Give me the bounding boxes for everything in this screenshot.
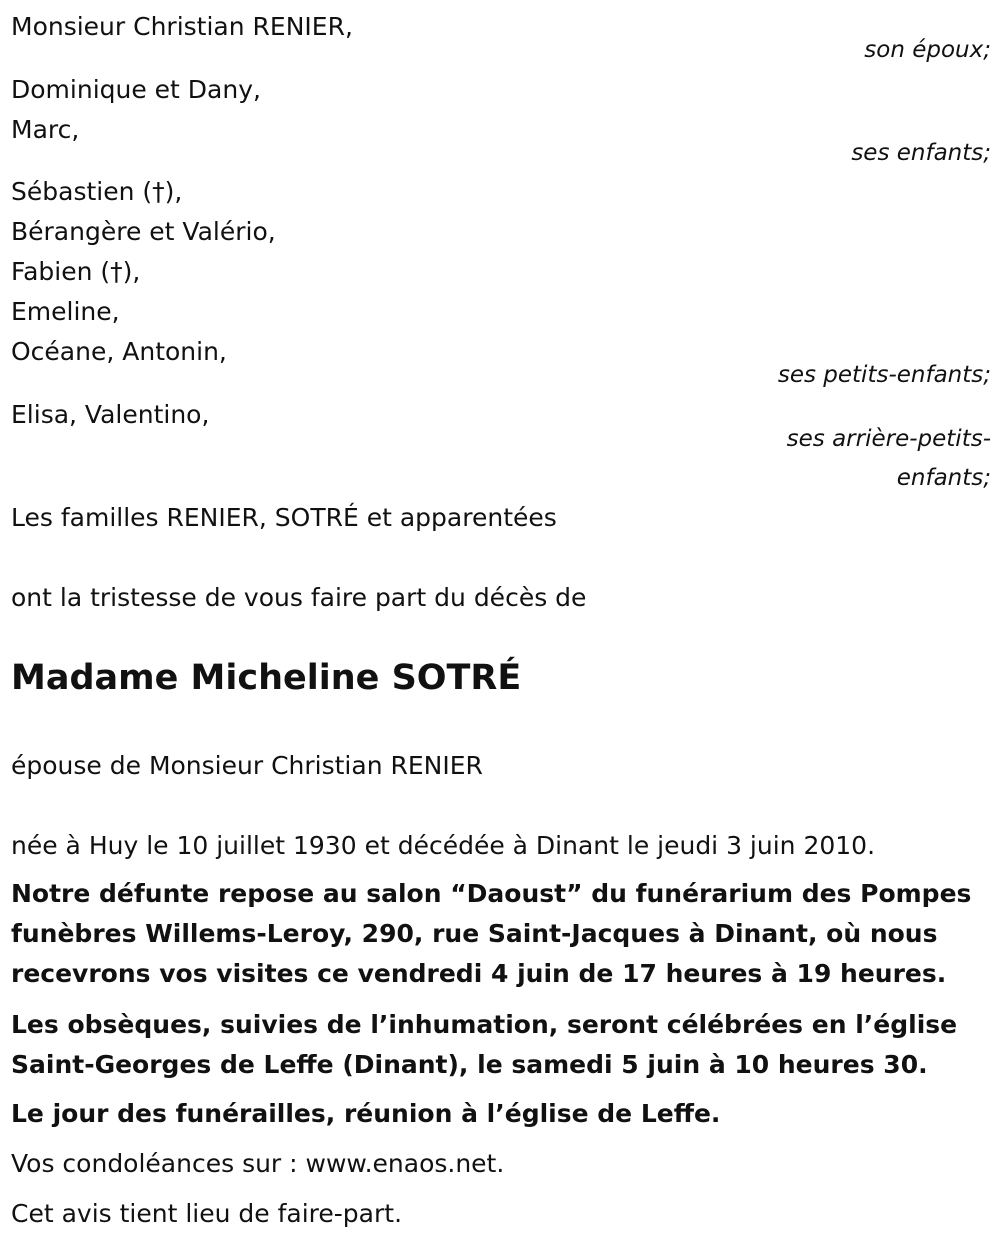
dates-line: née à Huy le 10 juillet 1930 et décédée à Dinant le jeudi 3 juin 2010.	[11, 831, 876, 860]
obseques-paragraph: Les obsèques, suivies de l’inhumation, seront célébrées en l’église Saint-Georges de Leffe (Dinant), le samedi 5 juin à 10 heures 30.	[11, 1010, 958, 1079]
grandchild-name-5: Océane, Antonin,	[11, 337, 227, 366]
closing-line: Cet avis tient lieu de faire-part.	[11, 1199, 403, 1228]
announcement-line: ont la tristesse de vous faire part du décès de	[11, 583, 587, 612]
child-name-2: Marc,	[11, 115, 80, 144]
grandchild-name-4: Emeline,	[11, 297, 120, 326]
great-grandchildren-relation-line1: ses arrière-petits-	[786, 426, 991, 452]
deceased-name: Madame Micheline SOTRÉ	[11, 658, 522, 698]
repose-paragraph: Notre défunte repose au salon “Daoust” du funérarium des Pompes funèbres Willems-Leroy, 290, rue Saint-Jacques à Dinant, où nous recevrons vos visites ce vendredi 4 juin de 17 heures à 19 heures.	[11, 879, 972, 988]
spouse-of-line: épouse de Monsieur Christian RENIER	[11, 751, 483, 780]
children-relation: ses enfants;	[851, 140, 991, 166]
child-name-1: Dominique et Dany,	[11, 75, 261, 104]
condolences-line: Vos condoléances sur : www.enaos.net.	[11, 1149, 505, 1178]
great-grandchild-names: Elisa, Valentino,	[11, 400, 210, 429]
reunion-paragraph: Le jour des funérailles, réunion à l’église de Leffe.	[11, 1099, 721, 1128]
grandchild-name-1: Sébastien (†),	[11, 177, 183, 206]
grandchild-name-2: Bérangère et Valério,	[11, 217, 276, 246]
obituary-notice	[11, 0, 991, 1248]
spouse-name: Monsieur Christian RENIER,	[11, 12, 353, 41]
great-grandchildren-relation-line2: enfants;	[896, 465, 991, 491]
grandchild-name-3: Fabien (†),	[11, 257, 141, 286]
grandchildren-relation: ses petits-enfants;	[777, 362, 991, 388]
spouse-relation: son époux;	[864, 37, 991, 63]
families-line: Les familles RENIER, SOTRÉ et apparentées	[11, 503, 557, 532]
